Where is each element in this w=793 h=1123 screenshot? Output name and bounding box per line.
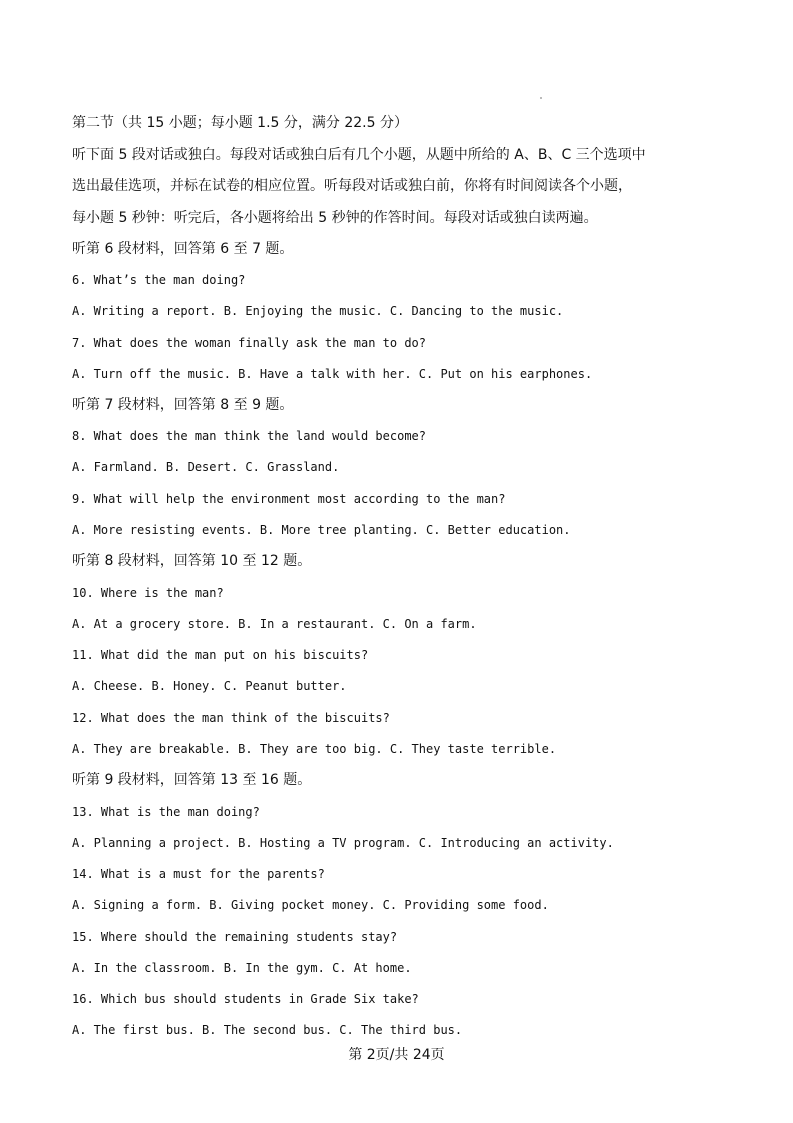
options: A. Cheese. B. Honey. C. Peanut butter. (72, 679, 347, 693)
group-heading: 听第 7 段材料，回答第 8 至 9 题。 (72, 397, 294, 413)
options: A. More resisting events. B. More tree planting. C. Better education. (72, 523, 571, 537)
question: 11. What did the man put on his biscuits? (72, 648, 369, 662)
options: A. Writing a report. B. Enjoying the music. C. Dancing to the music. (72, 304, 564, 318)
options: A. Farmland. B. Desert. C. Grassland. (72, 460, 340, 474)
options: A. The first bus. B. The second bus. C. The third bus. (72, 1023, 463, 1037)
page-footer: 第 2页/共 24页 (348, 1047, 445, 1063)
options: A. In the classroom. B. In the gym. C. At home. (72, 961, 412, 975)
question: 14. What is a must for the parents? (72, 867, 325, 881)
instruction-line: 每小题 5 秒钟：听完后，各小题将给出 5 秒钟的作答时间。每段对话或独白读两遍。 (72, 210, 598, 226)
question: 7. What does the woman finally ask the man to do? (72, 336, 427, 350)
group-heading: 听第 9 段材料，回答第 13 至 16 题。 (72, 772, 312, 788)
group-heading: 听第 6 段材料，回答第 6 至 7 题。 (72, 241, 294, 257)
question: 8. What does the man think the land would become? (72, 429, 427, 443)
section-header: 第二节（共 15 小题；每小题 1.5 分，满分 22.5 分） (72, 115, 408, 131)
options: A. At a grocery store. B. In a restaurant. C. On a farm. (72, 617, 477, 631)
question: 13. What is the man doing? (72, 805, 260, 819)
options: A. Signing a form. B. Giving pocket money. C. Providing some food. (72, 898, 549, 912)
question: 9. What will help the environment most according to the man? (72, 492, 506, 506)
question: 6. What’s the man doing? (72, 273, 246, 287)
instruction-line: 听下面 5 段对话或独白。每段对话或独白后有几个小题，从题中所给的 A、B、C 三个选项中 (72, 147, 646, 163)
options: A. Planning a project. B. Hosting a TV program. C. Introducing an activity. (72, 836, 614, 850)
question: 12. What does the man think of the biscuits? (72, 711, 390, 725)
options: A. They are breakable. B. They are too big. C. They taste terrible. (72, 742, 557, 756)
question: 16. Which bus should students in Grade Six take? (72, 992, 419, 1006)
scan-speck (540, 97, 542, 99)
question: 10. Where is the man? (72, 586, 224, 600)
question: 15. Where should the remaining students stay? (72, 930, 398, 944)
options: A. Turn off the music. B. Have a talk with her. C. Put on his earphones. (72, 367, 593, 381)
instruction-line: 选出最佳选项，并标在试卷的相应位置。听每段对话或独白前，你将有时间阅读各个小题， (72, 178, 632, 194)
group-heading: 听第 8 段材料，回答第 10 至 12 题。 (72, 553, 312, 569)
